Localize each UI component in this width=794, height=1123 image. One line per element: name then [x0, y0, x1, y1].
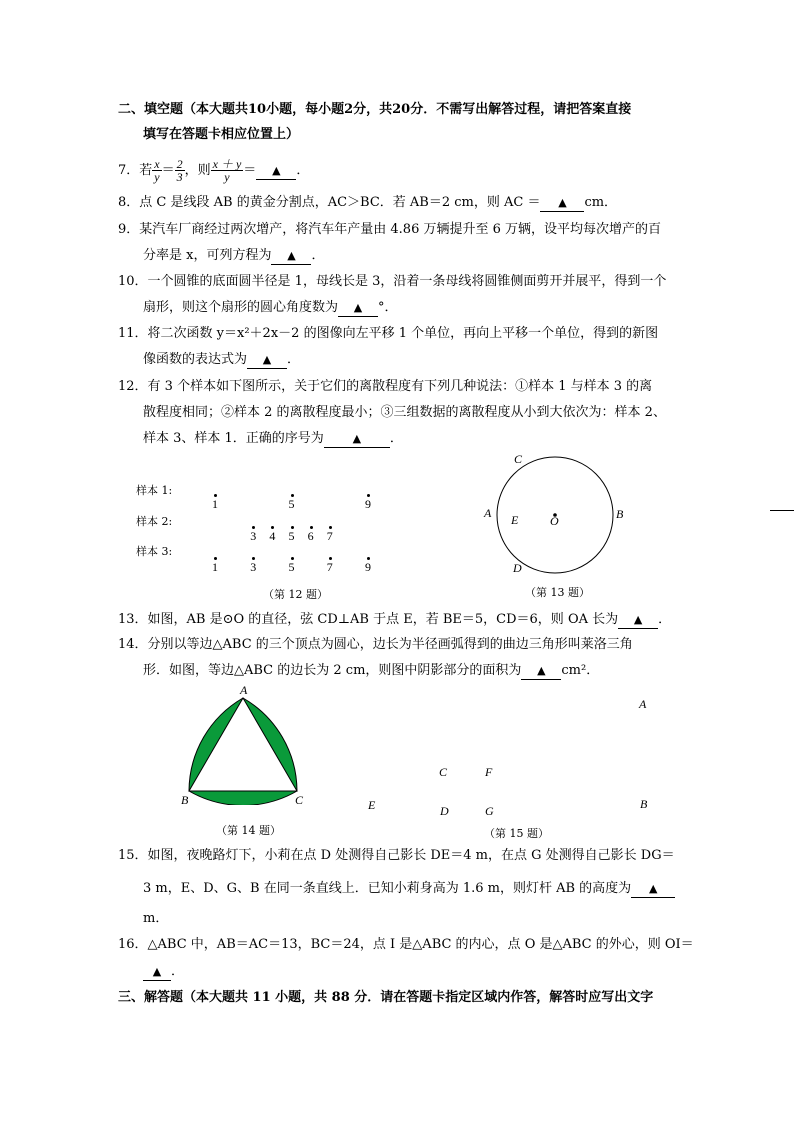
label-e: E: [511, 513, 519, 527]
question-7: 7．若 $\frac{x}{y}$ ＝ $\frac{2}{3}$ ，则 $\frac{x + y}{y}$ ＝ ▲ ．: [118, 157, 310, 184]
label-a: A: [639, 697, 647, 711]
sample-3-value: 5: [288, 560, 295, 574]
question-14-cont: 形．如图，等边△ABC 的边长为 2 cm，则图中阴影部分的面积为 ▲ cm²．: [143, 663, 600, 678]
question-16: 16．△ABC 中，AB＝AC＝13，BC＝24，点 I 是△ABC 的内心，点 O 是△ABC 的外心，则 OI＝: [118, 937, 694, 952]
label-g: G: [485, 804, 494, 818]
question-11: 11．将二次函数 y＝x²＋2x－2 的图像向左平移 1 个单位，再向上平移一个单位，得到的新图: [118, 326, 659, 341]
label-d: D: [513, 561, 522, 575]
answer-blank[interactable]: ▲: [338, 300, 378, 317]
question-12-cont2: 样本 3、样本 1．正确的序号为 ▲ ．: [143, 431, 403, 446]
label-f: F: [485, 765, 493, 779]
sample-2-value: 6: [307, 529, 314, 543]
sample-3-value: 7: [326, 560, 333, 574]
sample-3-value: 1: [212, 560, 218, 574]
sample-2-value: 7: [326, 529, 333, 543]
sample-1-label: 样本 1:: [136, 484, 173, 497]
answer-blank[interactable]: ▲: [618, 612, 658, 629]
answer-blank[interactable]: ▲: [521, 663, 561, 680]
label-o: O: [550, 514, 559, 528]
label-e: E: [368, 798, 376, 812]
answer-blank[interactable]: ▲: [143, 964, 171, 981]
question-9: 9．某汽车厂商经过两次增产，将汽车年产量由 4.86 万辆提升至 6 万辆，设平均每次增产的百: [118, 222, 662, 237]
figure-15-caption: （第 15 题）: [484, 827, 549, 840]
question-15-cont2: m．: [143, 911, 169, 926]
answer-blank[interactable]: ▲: [540, 195, 584, 212]
question-12-cont1: 散程度相同；②样本 2 的离散程度最小；③三组数据的离散程度从小到大依次为：样本 2、: [143, 405, 666, 420]
section2-heading: 二、填空题（本大题共10小题，每小题2分，共20分．不需写出解答过程，请把答案直接: [118, 102, 632, 117]
reuleaux-triangle: [180, 690, 310, 805]
answer-blank[interactable]: ▲: [256, 163, 296, 180]
question-15: 15．如图，夜晚路灯下，小莉在点 D 处测得自己影长 DE＝4 m，在点 G 处测得自己影长 DG＝: [118, 848, 675, 863]
sample-3-label: 样本 3:: [136, 545, 173, 558]
answer-blank[interactable]: ▲: [247, 352, 287, 369]
sample-1-value: 9: [365, 497, 371, 511]
answer-blank[interactable]: ▲: [324, 431, 390, 448]
section3-heading: 三、解答题（本大题共 11 小题，共 88 分．请在答题卡指定区域内作答，解答时应写出文字: [118, 990, 654, 1005]
question-9-cont: 分率是 x，可列方程为 ▲ ．: [143, 248, 325, 263]
question-16-cont: ▲ ．: [143, 964, 184, 981]
sample-2-value: 4: [269, 529, 276, 543]
question-14: 14．分别以等边△ABC 的三个顶点为圆心，边长为半径画弧得到的曲边三角形叫莱洛三角: [118, 637, 633, 652]
question-15-cont: 3 m，E、D、G、B 在同一条直线上．已知小莉身高为 1.6 m，则灯杆 AB 的高度为 ▲: [143, 881, 675, 898]
figure-13-caption: （第 13 题）: [525, 586, 590, 599]
sample-2-value: 3: [250, 529, 257, 543]
question-10-cont: 扇形，则这个扇形的圆心角度数为 ▲ °．: [143, 300, 398, 315]
answer-blank[interactable]: ▲: [631, 881, 675, 898]
label-c: C: [514, 452, 523, 466]
label-a: A: [240, 683, 248, 697]
question-11-cont: 像函数的表达式为 ▲ ．: [143, 352, 301, 367]
label-d: D: [440, 804, 449, 818]
section2-heading-cont: 填写在答题卡相应位置上）: [143, 127, 300, 142]
label-b: B: [616, 507, 624, 521]
sample-1-value: 1: [212, 497, 218, 511]
label-b: B: [640, 797, 648, 811]
margin-mark: [770, 510, 794, 511]
question-8: 8．点 C 是线段 AB 的黄金分割点，AC＞BC．若 AB＝2 cm，则 AC ＝ ▲ cm．: [118, 195, 618, 210]
answer-blank[interactable]: ▲: [271, 248, 311, 265]
sample-1-value: 5: [288, 497, 295, 511]
sample-3-value: 3: [250, 560, 257, 574]
question-12: 12．有 3 个样本如下图所示，关于它们的离散程度有下列几种说法：①样本 1 与样本 3 的离: [118, 379, 653, 394]
sample-3-value: 9: [365, 560, 371, 574]
label-a: A: [484, 506, 492, 520]
label-c: C: [295, 793, 304, 807]
question-10: 10．一个圆锥的底面圆半径是 1，母线长是 3，沿着一条母线将圆锥侧面剪开并展平，得到一个: [118, 274, 667, 289]
label-b: B: [181, 793, 189, 807]
figure-12-caption: （第 12 题）: [263, 588, 328, 601]
sample-2-label: 样本 2:: [136, 515, 173, 528]
figure-14-caption: （第 14 题）: [216, 824, 281, 837]
question-13: 13．如图，AB 是⊙O 的直径，弦 CD⊥AB 于点 E，若 BE＝5，CD＝6，则 OA 长为 ▲ ．: [118, 612, 672, 627]
sample-2-value: 5: [288, 529, 295, 543]
label-c: C: [439, 765, 448, 779]
